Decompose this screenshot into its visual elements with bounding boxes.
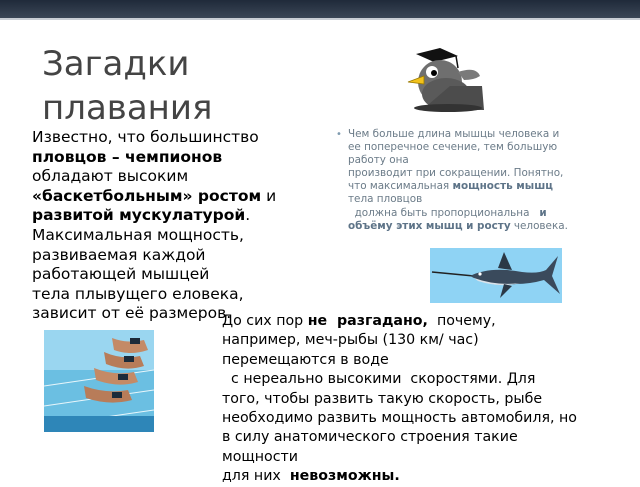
bottom-bold-impossible: невозможны.	[289, 468, 400, 485]
bullet-line: должна быть пропорциональна	[348, 206, 540, 219]
left-paragraph	[32, 128, 294, 324]
left-line: обладают высоким	[32, 167, 189, 186]
bottom-paragraph	[222, 312, 632, 487]
bottom-bold-unsolved: не разгадано,	[307, 313, 428, 329]
bottom-line: До сих пор	[222, 313, 308, 329]
bullet-bold-and: и	[539, 206, 547, 219]
bullet-line: ее поперечное сечение, тем большую	[348, 141, 558, 154]
bullet-line: тела пловцов	[348, 193, 423, 206]
left-line: развиваемая каждой	[32, 245, 206, 264]
bullet-line: что максимальная	[348, 180, 453, 193]
bullet-line: Чем больше длина мышцы человека и	[348, 128, 560, 140]
bottom-line: в силу анатомического строения такие	[222, 429, 518, 446]
bottom-line: почему,	[427, 313, 496, 329]
bottom-line: с нереально высокими скоростями. Для	[222, 371, 536, 388]
owl-graduate-image	[388, 46, 488, 112]
left-line: и	[261, 186, 277, 205]
swimmers-photo	[44, 330, 154, 432]
left-line: Максимальная мощность,	[32, 225, 244, 244]
bottom-line: перемещаются в воде	[222, 351, 389, 368]
left-line: зависит от её размеров.	[32, 304, 232, 323]
title-line-2: плавания	[42, 88, 213, 128]
bottom-line: мощности	[222, 448, 298, 465]
top-bar	[0, 0, 640, 18]
bullet-bold-power: мощность мышц	[452, 180, 553, 193]
bottom-line: необходимо развить мощность автомобиля, но	[222, 410, 577, 427]
title-line-1: Загадки	[42, 44, 190, 84]
left-bold-height: «баскетбольным» ростом	[32, 186, 262, 205]
bullet-bold-volume: объёму этих мышц и росту	[348, 219, 511, 232]
left-line: работающей мышцей	[32, 265, 210, 284]
bullet-line: производит при сокращении. Понятно,	[348, 167, 564, 180]
bullet-marker: •	[336, 129, 342, 140]
bottom-line: например, меч-рыбы (130 км/ час)	[222, 332, 479, 349]
left-bold-muscles: развитой мускулатурой	[32, 206, 246, 225]
bullet-line: человека.	[510, 219, 568, 232]
left-line: Известно, что большинство	[32, 128, 259, 146]
bottom-line: для них	[222, 468, 290, 485]
bottom-line: того, чтобы развить такую скорость, рыбе	[222, 390, 543, 407]
bullet-line: работу она	[348, 154, 409, 167]
left-line: тела плывущего еловека,	[32, 284, 244, 303]
bullet-block	[336, 128, 604, 233]
swordfish-image	[430, 248, 562, 303]
left-bold-champions: пловцов – чемпионов	[32, 147, 223, 166]
left-line: .	[245, 206, 251, 225]
slide-title	[42, 42, 342, 130]
top-bar-divider	[0, 18, 640, 20]
bullet-text	[336, 128, 604, 233]
